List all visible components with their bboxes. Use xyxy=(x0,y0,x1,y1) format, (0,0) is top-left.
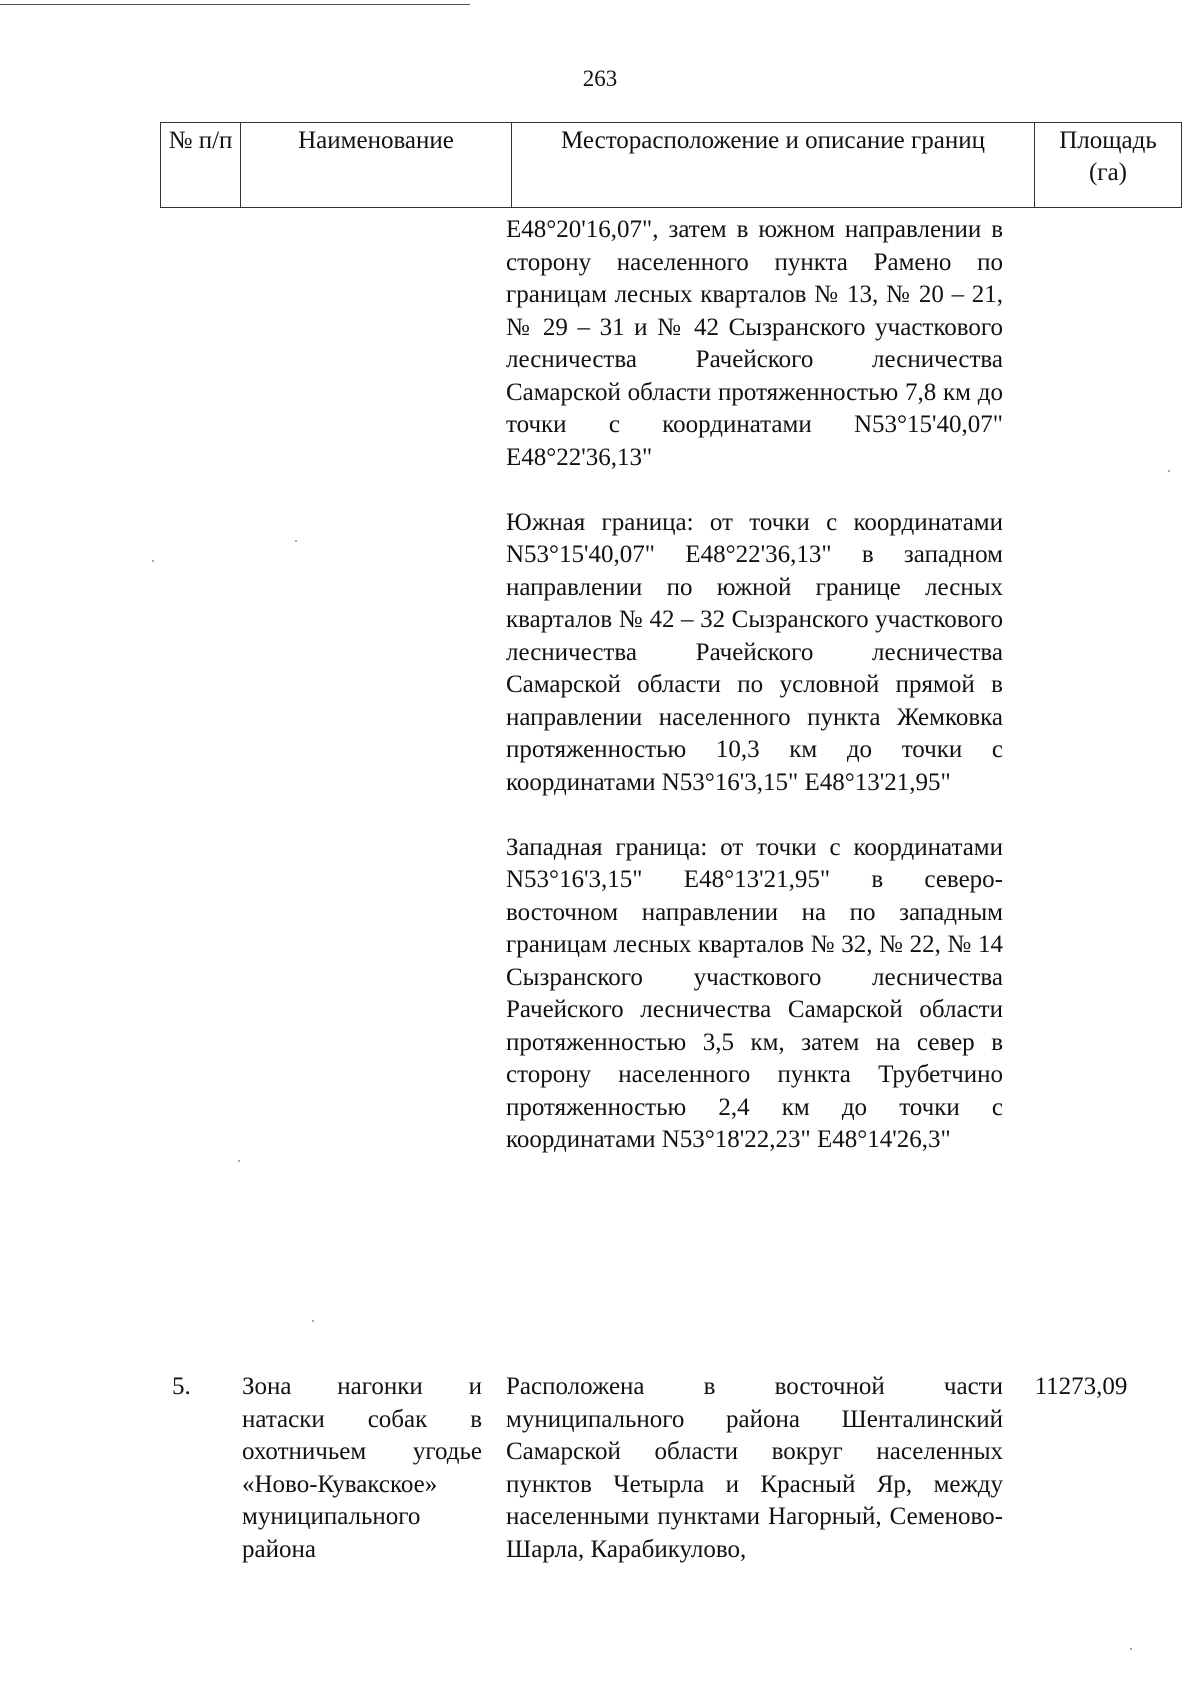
header-area: Площадь (га) xyxy=(1035,123,1182,208)
scan-edge-line xyxy=(0,4,470,5)
boundary-paragraph-east-end: E48°20'16,07", затем в южном направлении в сторону населенного пункта Рамено по границам лесных кварталов № 13, № 20 – 21, № 29 – 31 и № 42 Сызранского участкового лесничества Рачейского лесничества Самарской области протяженностью 7,8 км до точки с координатами N53°15'40,07" E48°22'36,13" xyxy=(506,216,1003,471)
boundary-paragraph-west: Западная граница: от точки с координатами N53°16'3,15" E48°13'21,95" в северо-восточном направлении на по западным границам лесных кварталов № 32, № 22, № 14 Сызранского участкового лесничества Рачейского лесничества Самарской области протяженностью 3,5 км, затем на север в сторону населенного пункта Трубетчино протяженностью 2,4 км до точки с координатами N53°18'22,23" E48°14'26,3" xyxy=(506,833,1003,1153)
page-number: 263 xyxy=(582,66,618,91)
header-location: Месторасположение и описание границ xyxy=(512,123,1035,208)
scan-speck xyxy=(238,1160,240,1162)
scan-speck xyxy=(295,540,297,542)
header-num: № п/п xyxy=(161,123,241,208)
scan-speck xyxy=(1130,1648,1132,1650)
boundary-paragraph-south: Южная граница: от точки с координатами N53°15'40,07" E48°22'36,13" в западном направлении по южной границе лесных кварталов № 42 – 32 Сызранского участкового лесничества Рачейского лесничества Самарской области по условной прямой в направлении населенного пункта Жемковка протяженностью 10,3 км до точки с координатами N53°16'3,15" E48°13'21,95" xyxy=(506,508,1003,796)
table-header xyxy=(160,122,1182,208)
scan-speck xyxy=(1168,470,1170,472)
continuation-location-cell xyxy=(506,214,1003,1157)
row5-area: 11273,09 xyxy=(1034,1373,1128,1400)
header-name: Наименование xyxy=(241,123,512,208)
row5-number: 5. xyxy=(172,1373,191,1400)
scan-speck xyxy=(152,560,154,562)
scan-speck xyxy=(312,1320,314,1322)
row5-location: Расположена в восточной части муниципального района Шенталинский Самарской области вокруг населенных пунктов Четырла и Красный Яр, между населенными пунктами Нагорный, Семеново-Шарла, Карабикулово, xyxy=(506,1373,1003,1563)
row5-name: Зона нагонки и натаски собак в охотничьем угодье «Ново-Кувакское» муниципального района xyxy=(242,1373,482,1563)
